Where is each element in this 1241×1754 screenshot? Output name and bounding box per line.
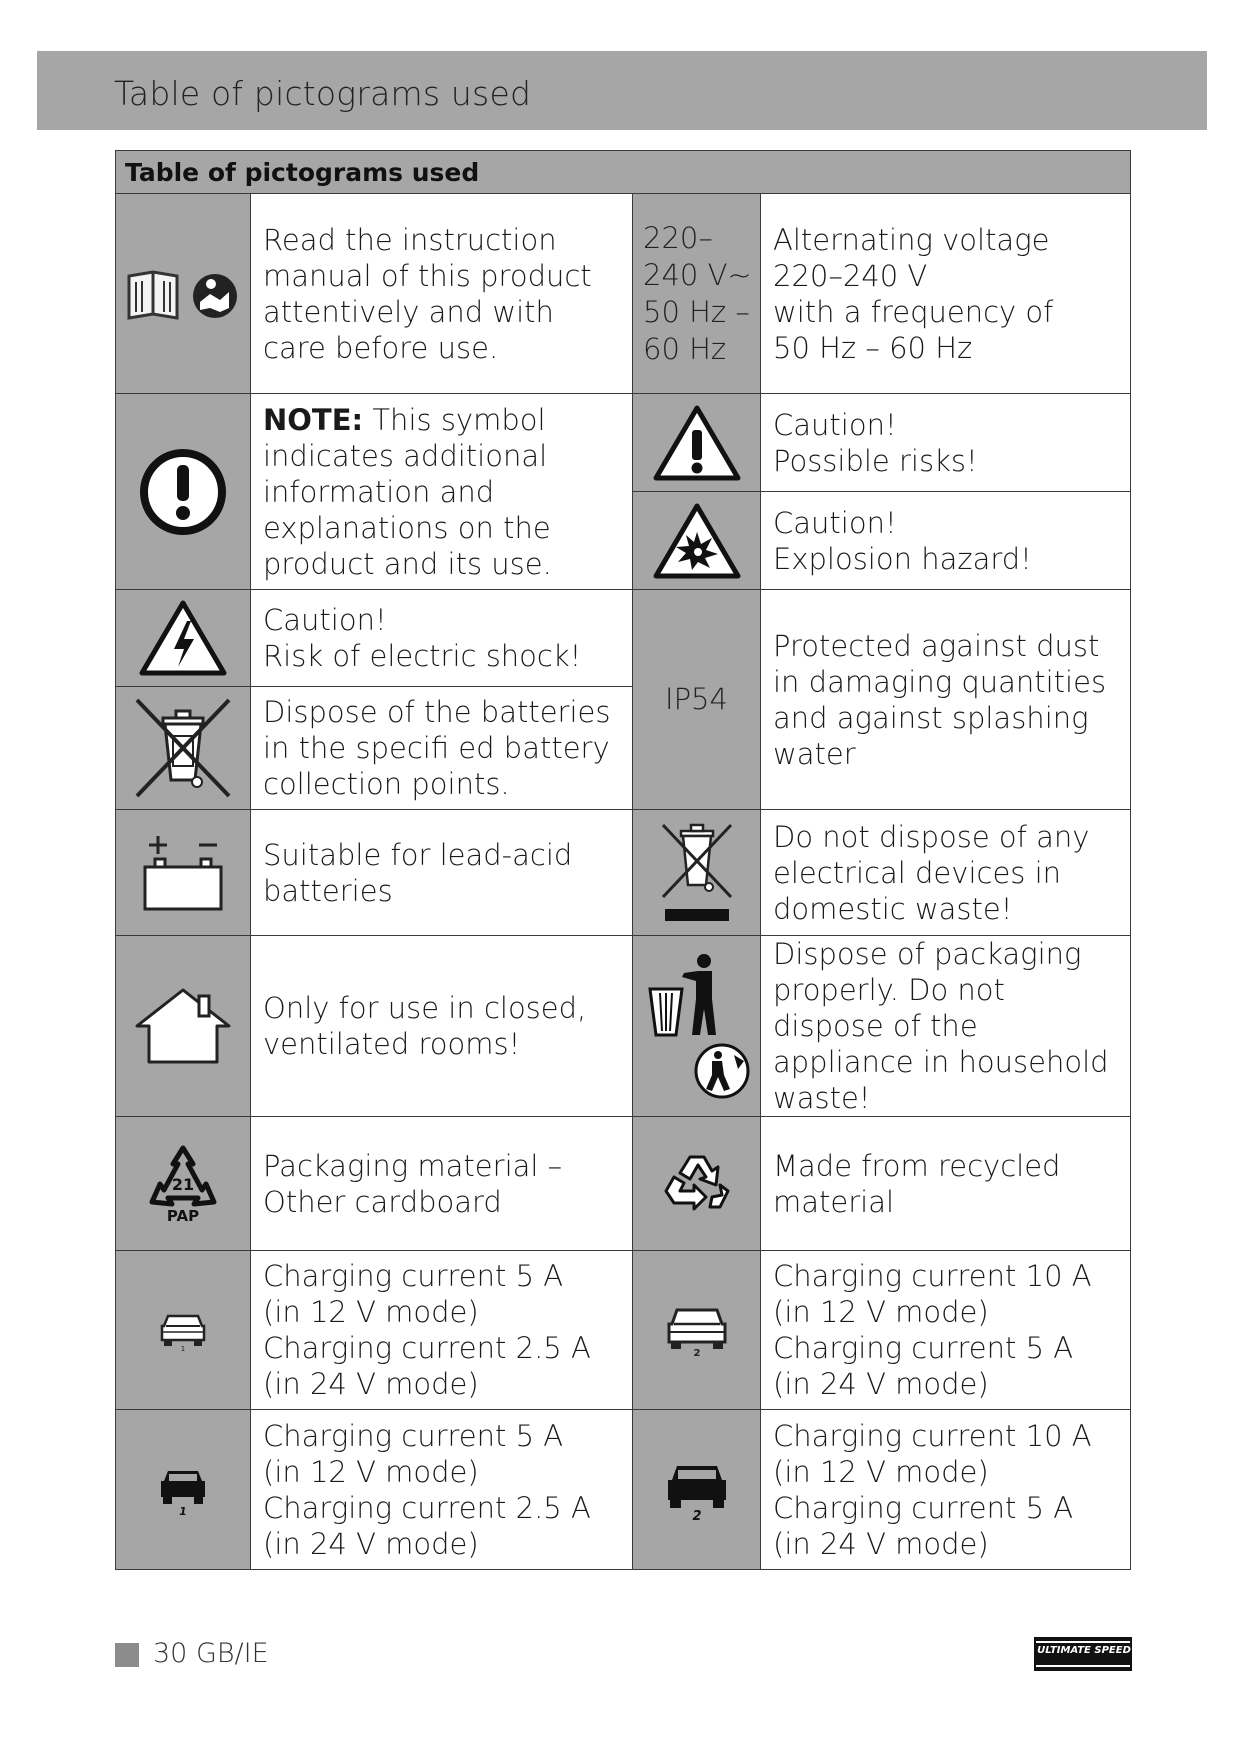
caution-risks-line-2: Possible risks! bbox=[773, 443, 978, 478]
warning-triangle-icon bbox=[652, 404, 742, 482]
electric-shock-line-2: Risk of electric shock! bbox=[263, 639, 582, 673]
car2-solid-text bbox=[761, 1410, 1131, 1570]
car1-b-line-3: Charging current 2.5 A bbox=[263, 1490, 591, 1525]
car2-a-line-2: (in 12 V mode) bbox=[773, 1295, 989, 1329]
table-title: Table of pictograms used bbox=[116, 151, 1131, 194]
explosion-icon bbox=[652, 502, 742, 580]
ip54-label: IP54 bbox=[633, 590, 761, 810]
read-manual-icon-cell bbox=[116, 194, 251, 394]
car2-b-line-2: (in 12 V mode) bbox=[773, 1454, 989, 1489]
car2-outline-icon-cell bbox=[633, 1251, 761, 1410]
car1-solid-digit: 1 bbox=[179, 1504, 187, 1515]
caution-risks-text bbox=[761, 394, 1131, 492]
crossed-battery-bin-icon bbox=[133, 696, 233, 800]
packaging-icon-cell bbox=[633, 936, 761, 1117]
brand-logo bbox=[1034, 1637, 1132, 1671]
car-icon bbox=[158, 1308, 208, 1352]
battery-icon bbox=[141, 833, 225, 913]
car2-outline-text bbox=[761, 1251, 1131, 1410]
house-icon bbox=[133, 986, 233, 1066]
explosion-icon-cell bbox=[633, 492, 761, 590]
battery-disposal-icon-cell bbox=[116, 687, 251, 810]
closed-rooms-text: Only for use in closed, ventilated rooms! bbox=[251, 936, 633, 1117]
voltage-label-4: 60 Hz bbox=[643, 331, 727, 366]
battery-disposal-text: Dispose of the batteries in the specifi ed battery collection points. bbox=[251, 687, 633, 810]
caution-risks-line-1: Caution! bbox=[773, 407, 897, 442]
voltage-label bbox=[633, 194, 761, 394]
car1-a-line-1: Charging current 5 A bbox=[263, 1259, 564, 1293]
read-manual-text: Read the instruction manual of this product attentively and with care before use. bbox=[251, 194, 633, 394]
car1-a-line-3: Charging current 2.5 A bbox=[263, 1331, 591, 1365]
caution-explosion-line-1: Caution! bbox=[773, 505, 897, 540]
pictogram-table bbox=[115, 150, 1131, 1570]
voltage-text bbox=[761, 194, 1131, 394]
voltage-label-2: 240 V~ bbox=[643, 257, 752, 292]
car-icon bbox=[158, 1465, 208, 1515]
car2-a-line-1: Charging current 10 A bbox=[773, 1259, 1092, 1293]
pap21-recycle-icon bbox=[148, 1144, 218, 1224]
car-icon bbox=[665, 1302, 729, 1358]
caution-explosion-text bbox=[761, 492, 1131, 590]
car2-a-line-4: (in 24 V mode) bbox=[773, 1367, 989, 1401]
car1-outline-icon-cell bbox=[116, 1251, 251, 1410]
car1-digit: 1 bbox=[180, 1345, 186, 1352]
car1-b-line-2: (in 12 V mode) bbox=[263, 1454, 479, 1489]
footer-square bbox=[115, 1643, 139, 1667]
car2-digit: 2 bbox=[693, 1348, 700, 1358]
page-title: Table of pictograms used bbox=[114, 74, 532, 113]
weee-icon-cell bbox=[633, 810, 761, 936]
pap-text bbox=[251, 1117, 633, 1251]
exclamation-circle-icon bbox=[138, 447, 228, 537]
pap-number: 21 bbox=[171, 1174, 195, 1194]
ip54-text: Protected against dust in damaging quantities and against splashing water bbox=[761, 590, 1131, 810]
voltage-label-3: 50 Hz – bbox=[643, 294, 750, 329]
car2-b-line-1: Charging current 10 A bbox=[773, 1418, 1092, 1453]
car1-solid-text bbox=[251, 1410, 633, 1570]
pap-text-line-2: Other cardboard bbox=[263, 1184, 502, 1219]
car1-solid-icon-cell bbox=[116, 1410, 251, 1570]
voltage-text-3: with a frequency of bbox=[773, 294, 1054, 329]
car1-a-line-4: (in 24 V mode) bbox=[263, 1367, 479, 1401]
recycled-text: Made from recycled material bbox=[761, 1117, 1131, 1251]
car1-a-line-2: (in 12 V mode) bbox=[263, 1295, 479, 1329]
note-body: This symbol indicates additional information and explanations on the product and its use. bbox=[263, 402, 552, 581]
electric-shock-text bbox=[251, 590, 633, 687]
electric-shock-icon bbox=[138, 599, 228, 677]
recycle-icon bbox=[662, 1151, 732, 1217]
caution-explosion-line-2: Explosion hazard! bbox=[773, 541, 1032, 576]
pap-text-line-1: Packaging material – bbox=[263, 1148, 563, 1183]
car1-outline-text bbox=[251, 1251, 633, 1410]
battery-icon-cell bbox=[116, 810, 251, 936]
page-number: 30 GB/IE bbox=[153, 1638, 269, 1669]
caution-risks-icon-cell bbox=[633, 394, 761, 492]
car2-solid-digit: 2 bbox=[691, 1508, 702, 1520]
house-icon-cell bbox=[116, 936, 251, 1117]
note-icon-cell bbox=[116, 394, 251, 590]
voltage-text-1: Alternating voltage bbox=[773, 222, 1050, 257]
weee-text: Do not dispose of any electrical devices in domestic waste! bbox=[761, 810, 1131, 936]
packaging-disposal-text: Dispose of packaging properly. Do not dispose of the appliance in household waste! bbox=[761, 936, 1131, 1117]
crossed-bin-icon bbox=[657, 821, 737, 925]
note-label: NOTE: bbox=[263, 402, 364, 437]
book-icon bbox=[125, 264, 241, 324]
note-text bbox=[251, 394, 633, 590]
car2-b-line-4: (in 24 V mode) bbox=[773, 1526, 989, 1561]
lead-acid-text: Suitable for lead-acid batteries bbox=[251, 810, 633, 936]
car1-b-line-1: Charging current 5 A bbox=[263, 1418, 564, 1453]
electric-shock-line-1: Caution! bbox=[263, 603, 387, 637]
pap-icon-cell bbox=[116, 1117, 251, 1251]
car2-solid-icon-cell bbox=[633, 1410, 761, 1570]
logo-text: ULTIMATE SPEED bbox=[1037, 1645, 1131, 1656]
car-icon bbox=[665, 1460, 729, 1520]
recycle-icon-cell bbox=[633, 1117, 761, 1251]
tidyman-icon bbox=[642, 951, 752, 1101]
car2-a-line-3: Charging current 5 A bbox=[773, 1331, 1074, 1365]
voltage-text-2: 220–240 V bbox=[773, 258, 928, 293]
electric-shock-icon-cell bbox=[116, 590, 251, 687]
car2-b-line-3: Charging current 5 A bbox=[773, 1490, 1074, 1525]
pap-label: PAP bbox=[166, 1206, 200, 1224]
car1-b-line-4: (in 24 V mode) bbox=[263, 1526, 479, 1561]
voltage-label-1: 220– bbox=[643, 220, 713, 255]
voltage-text-4: 50 Hz – 60 Hz bbox=[773, 330, 973, 365]
